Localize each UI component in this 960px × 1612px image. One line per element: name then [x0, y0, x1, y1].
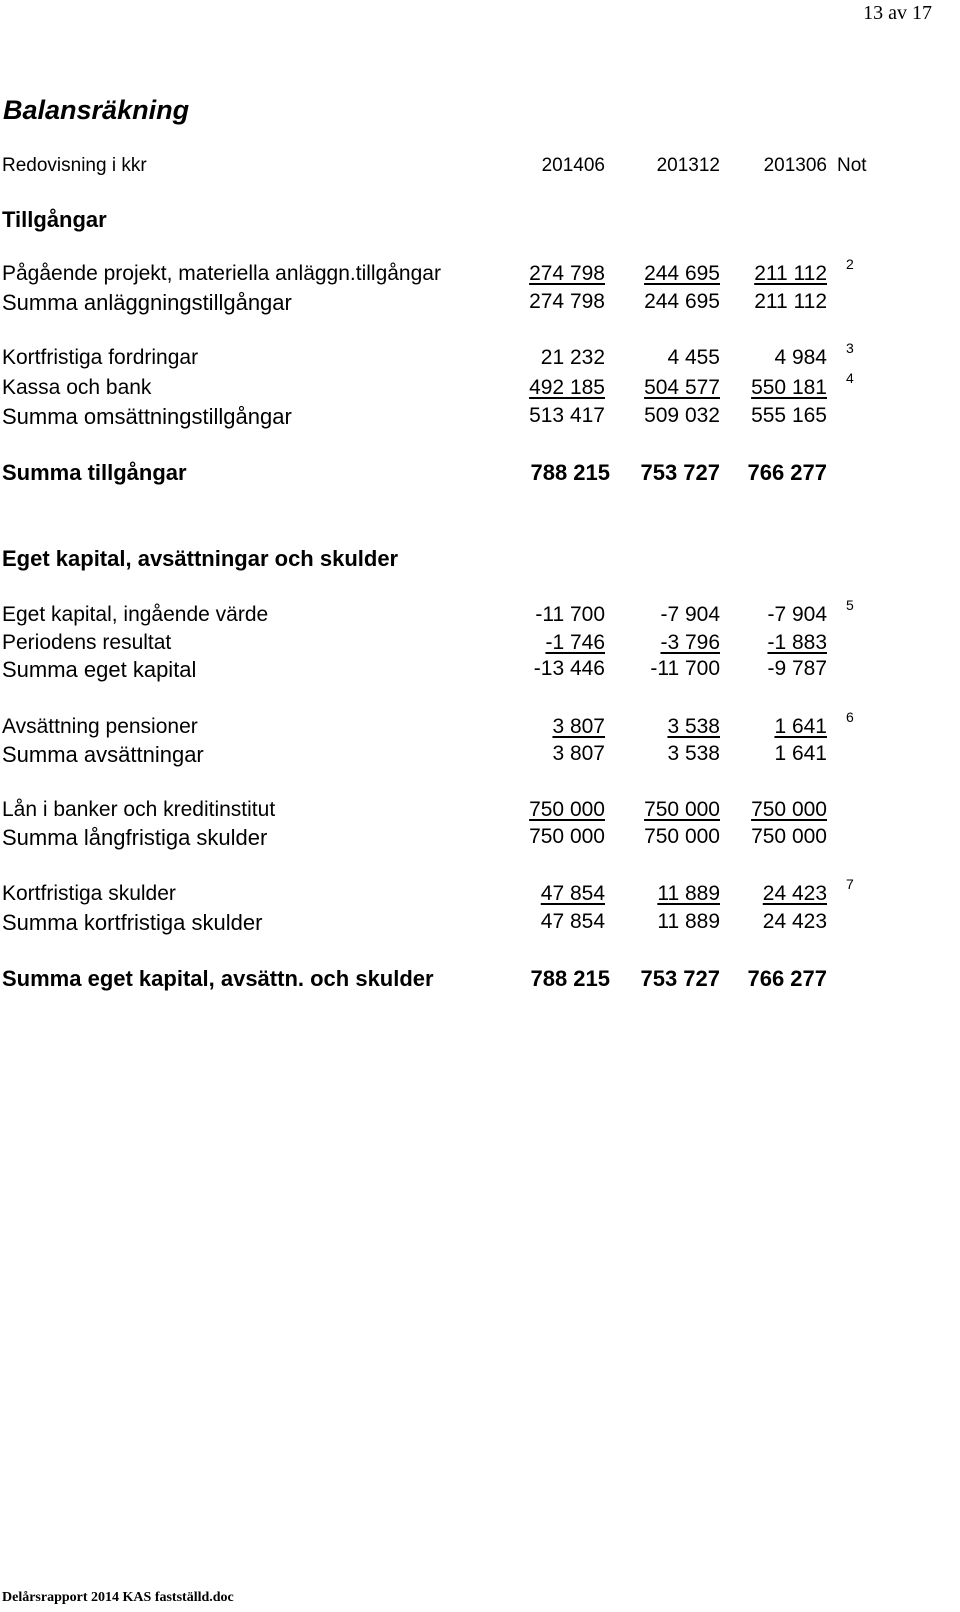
note-ref: 7 — [846, 876, 854, 892]
header-label: Redovisning i kkr — [2, 155, 147, 176]
table-row: Summa kortfristiga skulder 47 854 11 889 24 423 — [2, 910, 827, 935]
table-row: Summa omsättningstillgångar 513 417 509 032 555 165 — [2, 404, 827, 429]
header-col-201306: 201306 — [763, 155, 827, 176]
header-col-201312: 201312 — [656, 155, 720, 176]
note-ref: 2 — [846, 256, 854, 272]
table-row: Pågående projekt, materiella anläggn.tillgångar 274 798 244 695 211 112 2 — [2, 256, 854, 285]
table-row: Summa avsättningar 3 807 3 538 1 641 — [2, 742, 827, 767]
note-ref: 5 — [846, 597, 854, 613]
section-heading-assets: Tillgångar — [2, 207, 107, 232]
table-row: Eget kapital, ingående värde -11 700 -7 904 -7 904 5 — [2, 597, 854, 626]
table-row: Lån i banker och kreditinstitut 750 000 750 000 750 000 — [2, 798, 827, 821]
table-row: Summa långfristiga skulder 750 000 750 000 750 000 — [2, 825, 827, 850]
page-title: Balansräkning — [3, 95, 190, 125]
note-ref: 3 — [846, 340, 854, 356]
table-row: Avsättning pensioner 3 807 3 538 1 641 6 — [2, 709, 854, 738]
total-row: Summa tillgångar 788 215 753 727 766 277 — [2, 460, 827, 485]
table-row: Summa eget kapital -13 446 -11 700 -9 787 — [2, 657, 827, 682]
section-heading-liabilities: Eget kapital, avsättningar och skulder — [2, 546, 399, 571]
header-col-201406: 201406 — [541, 155, 605, 176]
note-ref: 4 — [846, 370, 854, 386]
table-row: Kortfristiga fordringar 21 232 4 455 4 984 3 — [2, 340, 854, 369]
table-row: Kassa och bank 492 185 504 577 550 181 4 — [2, 370, 854, 399]
column-header-row — [0, 155, 960, 185]
table-row: Summa anläggningstillgångar 274 798 244 695 211 112 — [2, 290, 827, 315]
note-ref: 6 — [846, 709, 854, 725]
page-number: 13 av 17 — [863, 2, 932, 24]
table-row: Periodens resultat -1 746 -3 796 -1 883 — [2, 631, 827, 654]
table-row: Kortfristiga skulder 47 854 11 889 24 423 7 — [2, 876, 854, 905]
header-col-not: Not — [837, 155, 867, 176]
total-row: Summa eget kapital, avsättn. och skulder 788 215 753 727 766 277 — [2, 966, 827, 991]
document-footer: Delårsrapport 2014 KAS fastställd.doc — [2, 1590, 234, 1605]
